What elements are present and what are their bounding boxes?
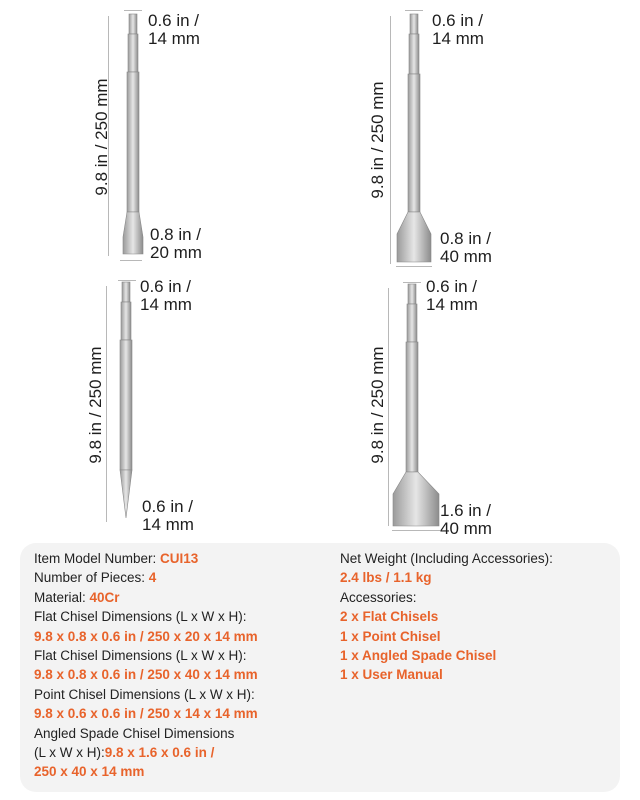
tip-dimension: 0.6 in / 14 mm [142, 497, 194, 534]
flat-chisel-image [115, 12, 155, 262]
spec-spade-chisel-value: (L x W x H):9.8 x 1.6 x 0.6 in / [34, 745, 215, 761]
specs-left-column [34, 549, 258, 782]
shank-dim-line [405, 10, 423, 11]
tip-dim-line [396, 266, 432, 267]
spec-weight-value: 2.4 lbs / 1.1 kg [340, 570, 432, 586]
wide-flat-chisel-image [393, 12, 443, 267]
length-dim-line [106, 286, 107, 522]
tip-dimension: 0.8 in / 40 mm [440, 229, 492, 266]
tip-dim-line [392, 530, 440, 531]
tip-dimension: 1.6 in / 40 mm [440, 501, 492, 538]
specs-right-column [340, 549, 553, 685]
point-chisel-image [108, 280, 148, 525]
accessory-item: 1 x Point Chisel [340, 628, 441, 644]
shank-dimension: 0.6 in / 14 mm [148, 11, 200, 48]
length-dimension: 9.8 in / 250 mm [368, 81, 387, 199]
accessory-item: 1 x User Manual [340, 667, 443, 683]
specifications-panel [20, 543, 620, 792]
spec-flat-chisel-2-label: Flat Chisel Dimensions (L x W x H): [34, 648, 247, 664]
spec-spade-chisel-label: Angled Spade Chisel Dimensions [34, 725, 235, 741]
spade-chisel-image [389, 282, 449, 532]
shank-dim-line [118, 280, 136, 281]
accessory-item: 2 x Flat Chisels [340, 609, 439, 625]
length-dim-line [388, 288, 389, 526]
length-dimension: 9.8 in / 250 mm [86, 346, 105, 464]
tip-dimension: 0.8 in / 20 mm [150, 225, 202, 262]
shank-dimension: 0.6 in / 14 mm [140, 277, 192, 314]
shank-dimension: 0.6 in / 14 mm [426, 277, 478, 314]
shank-dim-line [403, 282, 421, 283]
tip-dim-line [120, 260, 142, 261]
spec-spade-chisel-value-2: 250 x 40 x 14 mm [34, 764, 145, 780]
length-dimension: 9.8 in / 250 mm [92, 78, 111, 196]
spec-point-chisel-value: 9.8 x 0.6 x 0.6 in / 250 x 14 x 14 mm [34, 706, 258, 722]
spec-model: Item Model Number: CUI13 [34, 551, 199, 566]
spec-flat-chisel-value: 9.8 x 0.8 x 0.6 in / 250 x 20 x 14 mm [34, 628, 258, 644]
shank-dimension: 0.6 in / 14 mm [432, 11, 484, 48]
length-dim-line [390, 16, 391, 264]
length-dimension: 9.8 in / 250 mm [368, 346, 387, 464]
spec-point-chisel-label: Point Chisel Dimensions (L x W x H): [34, 686, 255, 702]
spec-pieces: Number of Pieces: 4 [34, 570, 157, 586]
accessory-item: 1 x Angled Spade Chisel [340, 648, 497, 664]
spec-weight-label: Net Weight (Including Accessories): [340, 551, 553, 566]
spec-material: Material: 40Cr [34, 589, 120, 605]
spec-accessories-label: Accessories: [340, 589, 417, 605]
spec-flat-chisel-label: Flat Chisel Dimensions (L x W x H): [34, 609, 247, 625]
spec-flat-chisel-2-value: 9.8 x 0.8 x 0.6 in / 250 x 40 x 14 mm [34, 667, 258, 683]
shank-dim-line [124, 10, 142, 11]
